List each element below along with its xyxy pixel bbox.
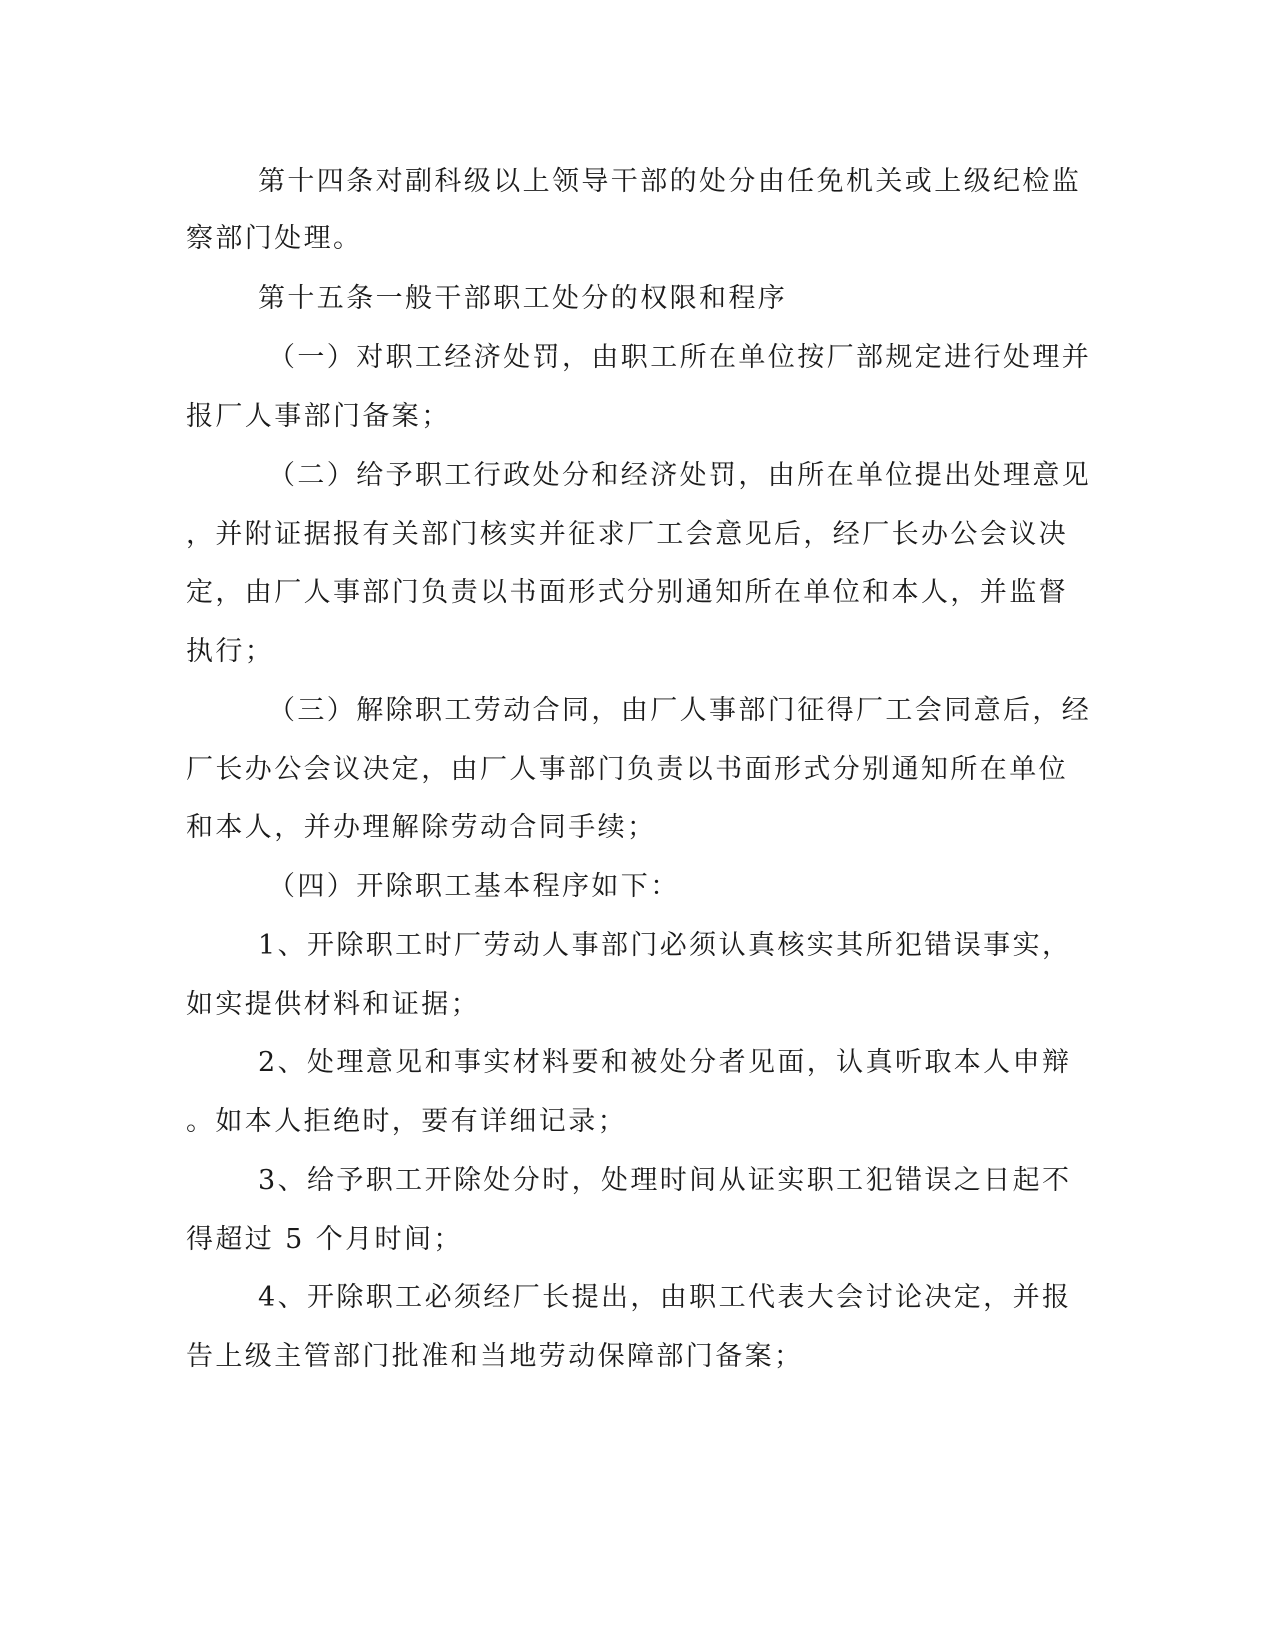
paragraph-line: 和本人，并办理解除劳动合同手续； xyxy=(186,812,657,843)
paragraph-line: 第十五条一般干部职工处分的权限和程序 xyxy=(258,283,788,314)
paragraph-line: 如实提供材料和证据； xyxy=(186,989,480,1020)
paragraph-line: 得超过 5 个月时间； xyxy=(186,1224,463,1255)
paragraph-line: 2、处理意见和事实材料要和被处分者见面，认真听取本人申辩 xyxy=(258,1047,1072,1078)
paragraph-line: 1、开除职工时厂劳动人事部门必须认真核实其所犯错误事实， xyxy=(258,930,1072,961)
paragraph-line: ，并附证据报有关部门核实并征求厂工会意见后，经厂长办公会议决 xyxy=(186,519,1068,550)
paragraph-line: （三）解除职工劳动合同，由厂人事部门征得厂工会同意后，经 xyxy=(268,695,1092,726)
paragraph-line: 厂长办公会议决定，由厂人事部门负责以书面形式分别通知所在单位 xyxy=(186,754,1068,785)
paragraph-line: 报厂人事部门备案； xyxy=(186,401,451,432)
paragraph-line: 3、给予职工开除处分时，处理时间从证实职工犯错误之日起不 xyxy=(258,1165,1072,1196)
paragraph-line: 定，由厂人事部门负责以书面形式分别通知所在单位和本人，并监督 xyxy=(186,577,1068,608)
paragraph-line: 察部门处理。 xyxy=(186,223,363,254)
paragraph-line: （四）开除职工基本程序如下： xyxy=(268,871,680,902)
paragraph-line: 4、开除职工必须经厂长提出，由职工代表大会讨论决定，并报 xyxy=(258,1282,1072,1313)
paragraph-line: 执行； xyxy=(186,636,275,667)
paragraph-line: 。如本人拒绝时，要有详细记录； xyxy=(186,1106,627,1137)
paragraph-line: 告上级主管部门批准和当地劳动保障部门备案； xyxy=(186,1341,804,1372)
paragraph-line: （一）对职工经济处罚，由职工所在单位按厂部规定进行处理并 xyxy=(268,342,1092,373)
paragraph-line: 第十四条对副科级以上领导干部的处分由任免机关或上级纪检监 xyxy=(258,166,1082,197)
paragraph-line: （二）给予职工行政处分和经济处罚，由所在单位提出处理意见 xyxy=(268,460,1092,491)
